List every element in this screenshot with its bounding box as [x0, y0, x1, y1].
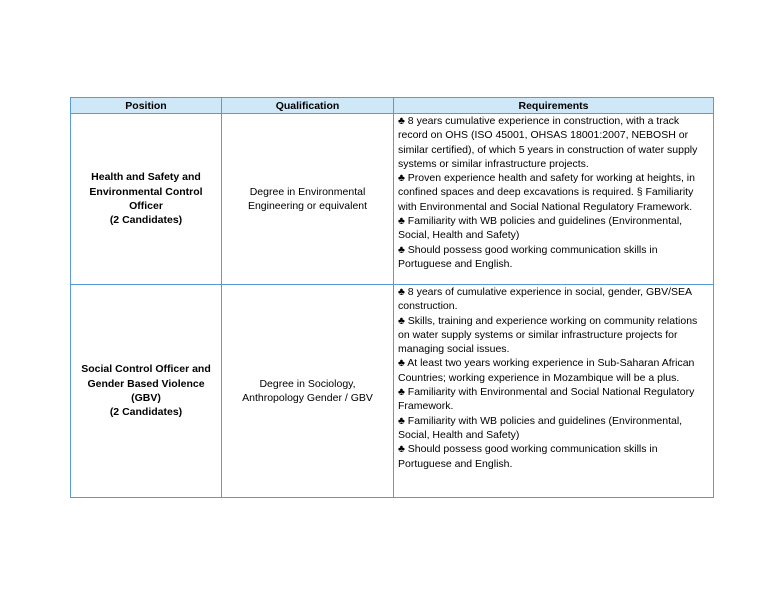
position-line: (GBV) — [131, 392, 161, 404]
qualification-line: Degree in Sociology, — [259, 377, 356, 390]
position-line: Officer — [129, 200, 163, 212]
position-line: Social Control Officer and — [81, 363, 211, 376]
position-cell — [71, 114, 222, 285]
requirement-item: ♣ Familiarity with WB policies and guidelines (Environmental, Social, Health and Safety) — [398, 414, 683, 441]
position-cell — [71, 285, 222, 498]
requirement-item: ♣ Should possess good working communication skills in Portuguese and English. — [398, 443, 658, 470]
position-line: Gender Based Violence — [87, 377, 205, 390]
requirements-cell — [394, 114, 714, 285]
qualification-line: Engineering or equivalent — [247, 200, 368, 212]
requirements-cell — [394, 285, 714, 498]
qualification-cell — [222, 114, 394, 285]
requirement-item: ♣ 8 years cumulative experience in construction, with a track record on OHS (ISO 45001, OHSAS 18001:2007, NEBOSH or similar certified), of which 5 years in construction of water supply systems or similar infrastructure projects. — [398, 115, 698, 170]
requirement-item: ♣ At least two years working experience in Sub-Saharan African Countries; working experience in Mozambique will be a plus. — [398, 357, 695, 384]
table-row — [71, 114, 714, 285]
header-row — [71, 98, 714, 114]
requirement-item: ♣ Familiarity with Environmental and Social National Regulatory Framework. — [398, 386, 695, 413]
position-line: Health and Safety and — [91, 171, 201, 184]
table-row — [71, 285, 714, 498]
position-line: (2 Candidates) — [109, 214, 183, 227]
requirement-item: ♣ Familiarity with WB policies and guidelines (Environmental, Social, Health and Safety) — [398, 215, 683, 242]
requirement-item: ♣ 8 years of cumulative experience in social, gender, GBV/SEA construction. — [398, 286, 692, 313]
requirement-item: ♣ Proven experience health and safety for working at heights, in confined spaces and deep excavations is required. § Familiarity with Environmental and Social National Regulatory Framework. — [398, 172, 695, 213]
qualification-cell — [222, 285, 394, 498]
qualification-line: Anthropology Gender / GBV — [242, 392, 373, 404]
header-qualification: Qualification — [222, 98, 394, 114]
header-requirements: Requirements — [394, 98, 714, 114]
header-position: Position — [71, 98, 222, 114]
position-line: Environmental Control — [89, 185, 203, 198]
position-line: (2 Candidates) — [109, 406, 183, 419]
requirement-item: ♣ Skills, training and experience working on community relations on water supply systems or similar infrastructure projects for managing social issues. — [398, 314, 698, 356]
requirements-table — [70, 97, 714, 498]
qualification-line: Degree in Environmental — [249, 185, 366, 198]
requirement-item: ♣ Should possess good working communication skills in Portuguese and English. — [398, 243, 658, 270]
